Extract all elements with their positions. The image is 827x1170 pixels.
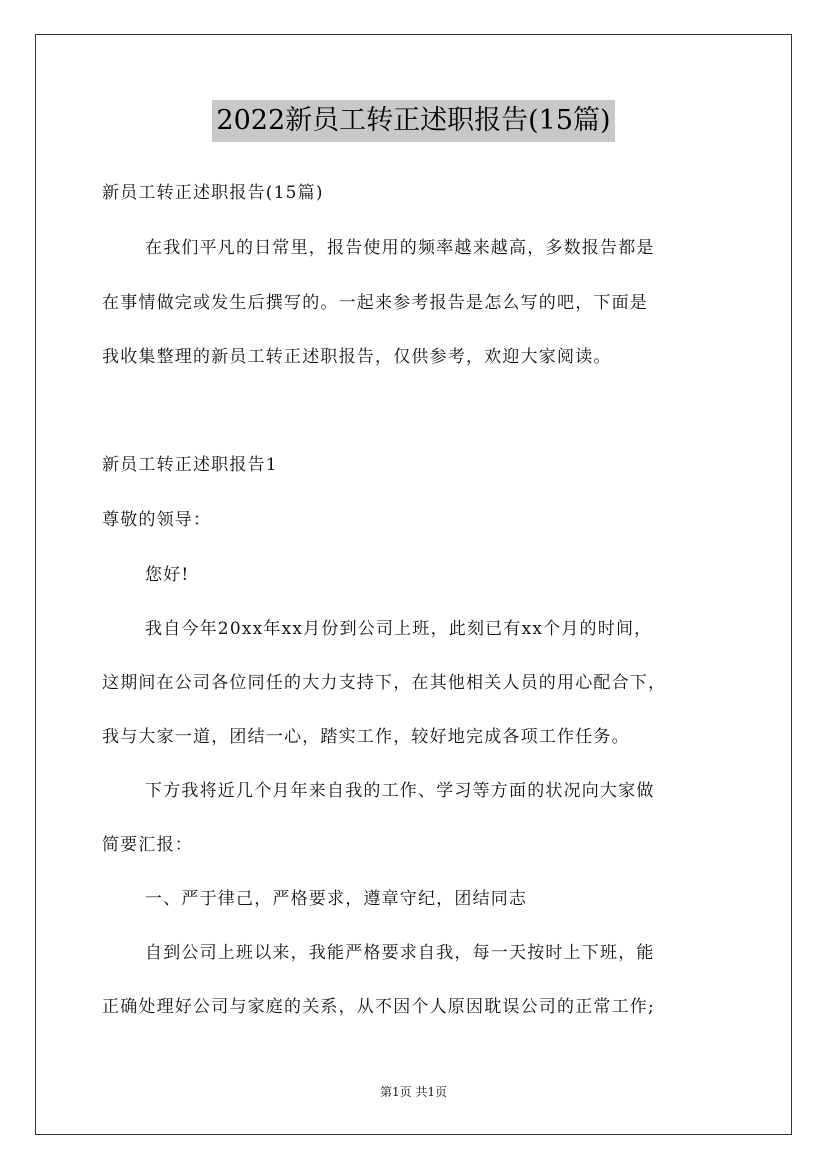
paragraph-line: 在事情做完或发生后撰写的。一起来参考报告是怎么写的吧，下面是	[102, 293, 648, 313]
title-container	[0, 100, 827, 142]
document-title: 2022新员工转正述职报告(15篇)	[212, 100, 614, 142]
paragraph-line: 我自今年20xx年xx月份到公司上班，此刻已有xx个月的时间，	[145, 619, 653, 639]
subtitle-line: 新员工转正述职报告(15篇)	[102, 183, 324, 203]
paragraph-line: 我收集整理的新员工转正述职报告，仅供参考，欢迎大家阅读。	[102, 347, 612, 367]
paragraph-line: 下方我将近几个月年来自我的工作、学习等方面的状况向大家做	[145, 781, 655, 801]
section-heading: 新员工转正述职报告1	[102, 455, 278, 475]
paragraph-line: 正确处理好公司与家庭的关系，从不因个人原因耽误公司的正常工作;	[102, 997, 655, 1017]
paragraph-line: 自到公司上班以来，我能严格要求自我，每一天按时上下班，能	[145, 943, 655, 963]
page-footer: 第1页 共1页	[379, 1085, 448, 1099]
paragraph-line: 我与大家一道，团结一心，踏实工作，较好地完成各项工作任务。	[102, 727, 630, 747]
greeting: 您好!	[145, 565, 190, 585]
paragraph-line: 这期间在公司各位同任的大力支持下，在其他相关人员的用心配合下，	[102, 673, 667, 693]
subsection-heading: 一、严于律己，严格要求，遵章守纪，团结同志	[145, 889, 528, 909]
salutation: 尊敬的领导：	[102, 510, 212, 530]
paragraph-line: 简要汇报：	[102, 835, 193, 855]
paragraph-line: 在我们平凡的日常里，报告使用的频率越来越高，多数报告都是	[145, 238, 655, 258]
